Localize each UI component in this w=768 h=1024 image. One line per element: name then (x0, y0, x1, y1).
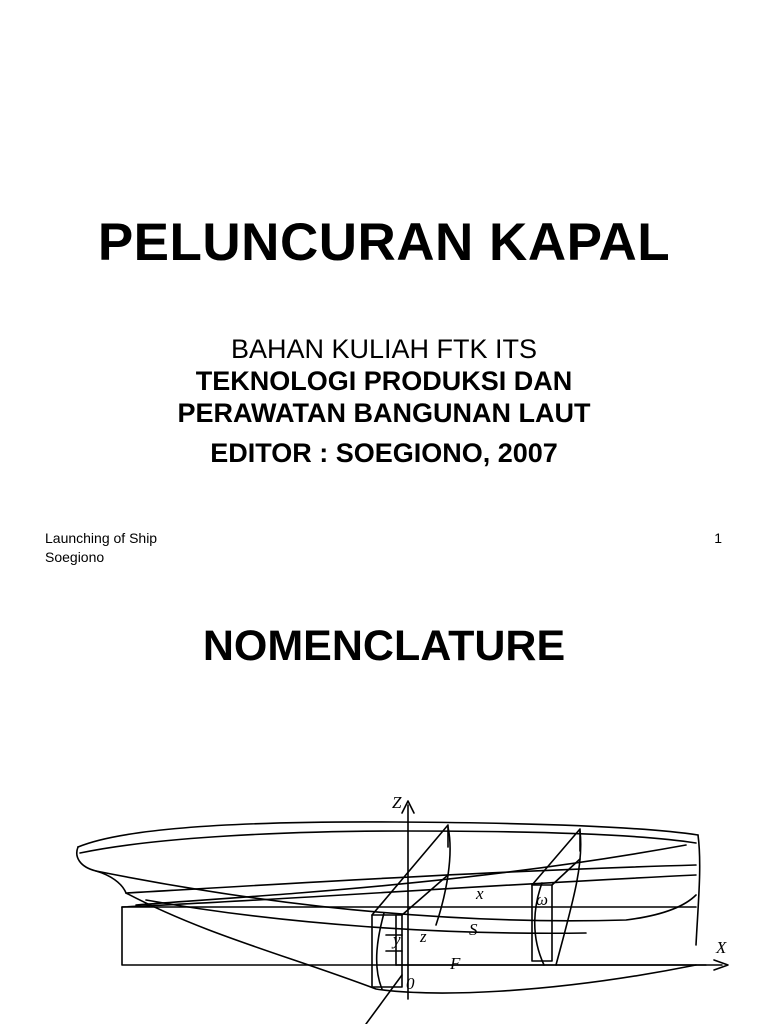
subtitle-subject-line2: PERAWATAN BANGUNAN LAUT (177, 398, 591, 428)
diagram-label-z-small: z (420, 927, 427, 946)
diagram-label-z-axis: Z (392, 793, 402, 812)
footer-author: Soegiono (45, 549, 105, 565)
section-title: NOMENCLATURE (202, 622, 566, 670)
footer-left (45, 529, 157, 567)
diagram-label-x-axis: X (716, 938, 727, 957)
diagram-label-x-small: x (476, 884, 484, 903)
subtitle-subject-line1: TEKNOLOGI PRODUKSI DAN (195, 366, 573, 396)
footer-course-name: Launching of Ship (45, 530, 158, 546)
diagram-label-f: F (450, 954, 461, 973)
diagram-label-y-small: y (393, 930, 401, 949)
page-number: 1 (714, 530, 722, 546)
ship-hull-diagram (66, 775, 768, 1024)
diagram-label-origin: 0 (406, 974, 415, 993)
diagram-label-omega: ω (536, 890, 549, 909)
subtitle-course: BAHAN KULIAH FTK ITS (230, 334, 538, 364)
diagram-label-s: S (469, 920, 478, 939)
subtitle-editor: EDITOR : SOEGIONO, 2007 (210, 438, 558, 468)
slide-title: PELUNCURAN KAPAL (97, 213, 671, 272)
